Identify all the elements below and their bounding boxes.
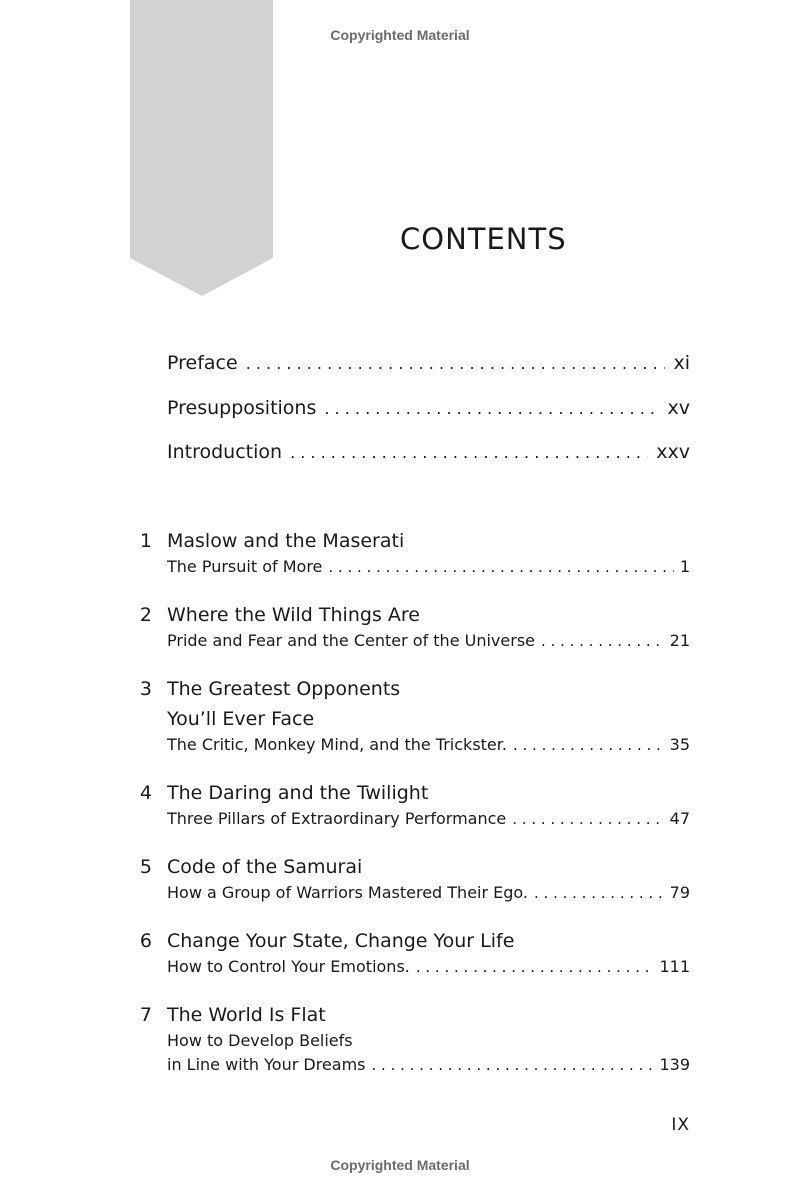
chapter-subtitle: in Line with Your Dreams [167,1055,366,1074]
chapter-subtitle: The Critic, Monkey Mind, and the Trickster. [167,735,507,754]
chapter-title: Maslow and the Maserati [167,530,405,552]
leader-dots [534,884,664,902]
leader-dots [512,810,663,828]
chapter-subtitle-line [167,631,690,650]
toc-entry-preface [167,352,690,374]
toc-entry-page: xxv [656,441,690,463]
toc-entry-label: Preface [167,352,238,374]
chapter-subtitle-line-1: How to Develop Beliefs [167,1031,353,1050]
page-title: CONTENTS [400,222,567,256]
chapter-subtitle-line [167,809,690,828]
toc-entry-label: Presuppositions [167,397,317,419]
toc-entry-presuppositions [167,397,690,419]
chapter-title-line-2: You’ll Ever Face [167,708,315,730]
toc-entry-page: xv [667,397,690,419]
toc-entry-introduction [167,441,690,463]
chapter-title: Code of the Samurai [167,856,363,878]
leader-dots [513,736,664,754]
chapter-title: Where the Wild Things Are [167,604,420,626]
chapter-title: The Daring and the Twilight [167,782,429,804]
chapter-subtitle-line [167,1055,690,1074]
chapter-subtitle: Pride and Fear and the Center of the Universe [167,631,535,650]
leader-dots [541,632,664,650]
chapter-number: 4 [139,782,152,804]
chapter-title: Change Your State, Change Your Life [167,930,515,952]
copyright-header: Copyrighted Material [330,27,470,43]
toc-entry-page: xi [673,352,690,374]
page-folio: IX [671,1115,690,1135]
chapter-number: 3 [139,678,152,700]
chapter-page: 21 [669,631,690,650]
chapter-page: 139 [659,1055,690,1074]
leader-dots [372,1056,654,1074]
copyright-footer: Copyrighted Material [330,1157,470,1173]
chapter-subtitle: How to Control Your Emotions. [167,957,410,976]
toc-entry-label: Introduction [167,441,283,463]
chapter-subtitle: The Pursuit of More [167,557,323,576]
chapter-number: 1 [139,530,152,552]
leader-dots [290,443,648,462]
chapter-subtitle-line [167,735,690,754]
chapter-page: 1 [679,557,690,576]
chapter-title: The World Is Flat [167,1004,326,1026]
chapter-number: 2 [139,604,152,626]
leader-dots [416,958,654,976]
chapter-subtitle: Three Pillars of Extraordinary Performance [167,809,507,828]
chapter-subtitle-line [167,557,690,576]
chapter-page: 47 [669,809,690,828]
chapter-subtitle-line [167,957,690,976]
chapter-page: 35 [669,735,690,754]
leader-dots [328,558,673,576]
chapter-number: 7 [139,1004,152,1026]
chapter-page: 79 [669,883,690,902]
chapter-title: The Greatest Opponents [167,678,401,700]
leader-dots [246,354,666,373]
chapter-subtitle-line [167,883,690,902]
leader-dots [324,399,659,418]
chapter-page: 111 [659,957,690,976]
chapter-number: 6 [139,930,152,952]
chapter-subtitle: How a Group of Warriors Mastered Their Ego. [167,883,528,902]
chapter-number: 5 [139,856,152,878]
